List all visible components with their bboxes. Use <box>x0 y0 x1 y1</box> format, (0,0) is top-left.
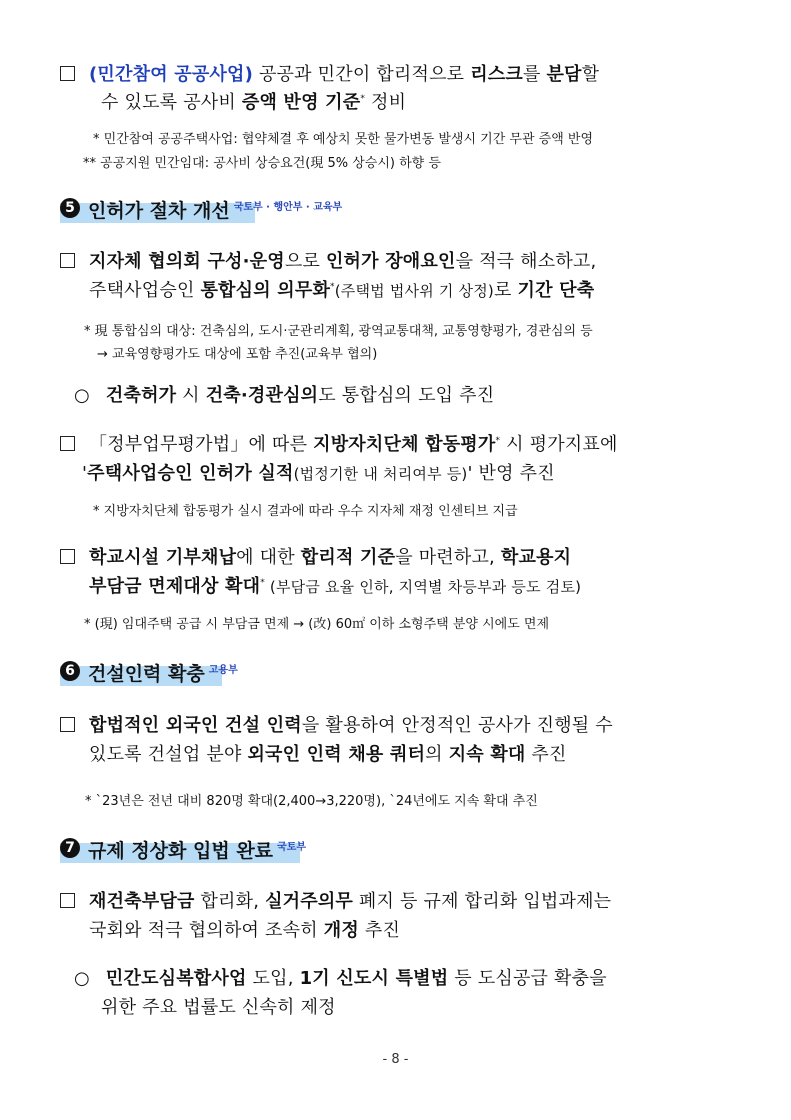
item-reconstruction-charge: 재건축부담금 합리화, 실거주의무 폐지 등 규제 합리화 입법과제는 <box>60 887 611 913</box>
item-line-2: 부담금 면제대상 확대* (부담금 요율 인하, 지역별 차등부과 등도 검토) <box>89 576 582 597</box>
checkbox-square-icon <box>60 717 75 732</box>
item-line-2: 수 있도록 공사비 증액 반영 기준* 정비 <box>101 92 407 113</box>
checkbox-square-icon <box>60 253 75 268</box>
item-school-facilities: 학교시설 기부채납에 대한 합리적 기준을 마련하고, 학교용지 <box>60 543 571 569</box>
checkbox-square-icon <box>60 893 75 908</box>
page-number: - 8 - <box>382 1052 409 1067</box>
item-local-council: 지자체 협의회 구성·운영으로 인허가 장애요인을 적극 해소하고, <box>60 247 596 273</box>
item-private-public-project: (민간참여 공공사업) 공공과 민간이 합리적으로 리스크를 분담할 <box>60 60 599 86</box>
footnote: → 교육영향평가도 대상에 포함 추진(교육부 협의) <box>97 347 378 362</box>
item-line-2: 주택사업승인 통합심의 의무화*(주택법 법사위 기 상정)로 기간 단축 <box>89 280 595 301</box>
item-line-2: 있도록 건설업 분야 외국인 인력 채용 쿼터의 지속 확대 추진 <box>89 744 567 765</box>
footnote: * (現) 임대주택 공급 시 부담금 면제 → (改) 60㎡ 이하 소형주택 분양 시에도 면제 <box>84 617 550 632</box>
checkbox-square-icon <box>60 436 75 451</box>
circled-number-icon: 7 <box>60 838 80 858</box>
circle-bullet-icon: ○ <box>74 385 90 406</box>
item-foreign-workers: 합법적인 외국인 건설 인력을 활용하여 안정적인 공사가 진행될 수 <box>60 711 613 737</box>
item-line-2: '주택사업승인 인허가 실적(법정기한 내 처리여부 등)' 반영 추진 <box>82 463 555 484</box>
item-line-2: 위한 주요 법률도 신속히 제정 <box>101 997 336 1018</box>
item-line-2: 국회와 적극 협의하여 조속히 개정 추진 <box>89 920 401 941</box>
footnote: ** 공공지원 민간임대: 공사비 상승요건(現 5% 상승시) 하향 등 <box>83 156 441 171</box>
circle-bullet-icon: ○ <box>74 968 90 989</box>
checkbox-square-icon <box>60 549 75 564</box>
item-building-permit: ○ 건축허가 시 건축·경관심의도 통합심의 도입 추진 <box>74 385 495 406</box>
footnote: * 現 통합심의 대상: 건축심의, 도시·군관리계획, 광역교통대책, 교통영향평가, 경관심의 등 <box>84 324 593 339</box>
circled-number-icon: 6 <box>60 661 80 681</box>
footnote: * 민간참여 공공주택사업: 협약체결 후 예상치 못한 물가변동 발생시 기간 무관 증액 반영 <box>93 132 593 147</box>
footnote: * 지방자치단체 합동평가 실시 결과에 따라 우수 지자체 재정 인센티브 지급 <box>93 504 518 519</box>
checkbox-square-icon <box>60 66 75 81</box>
item-urban-complex: ○ 민간도심복합사업 도입, 1기 신도시 특별법 등 도심공급 확충을 <box>74 968 607 989</box>
footnote: * `23년은 전년 대비 820명 확대(2,400→3,220명), `24년에도 지속 확대 추진 <box>85 794 538 809</box>
item-joint-evaluation: 「정부업무평가법」에 따른 지방자치단체 합동평가* 시 평가지표에 <box>60 430 618 456</box>
circled-number-icon: 5 <box>60 198 80 218</box>
